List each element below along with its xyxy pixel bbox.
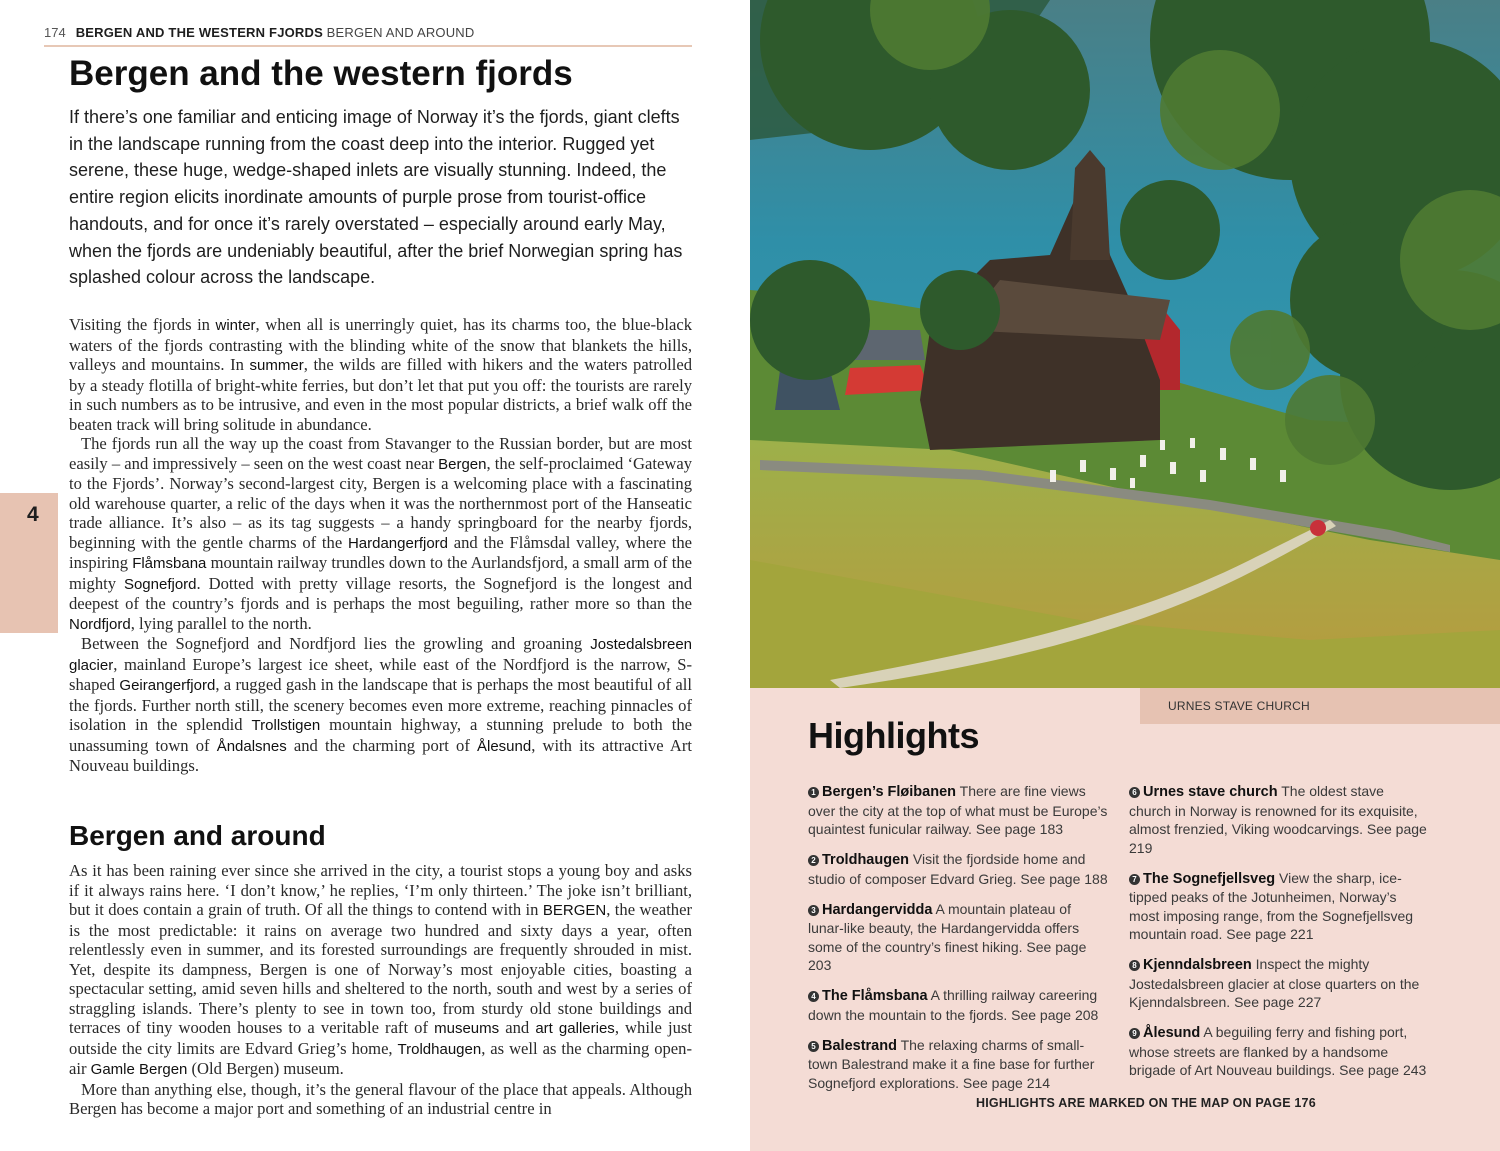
keyword: Ålesund — [476, 737, 532, 755]
highlight-item — [808, 850, 1108, 888]
highlight-name: Bergen’s Fløibanen — [822, 784, 957, 800]
highlight-text: Inspect the mighty Jostedalsbreen glacier at close quarters on the Kjenndalsbreen. See page 227 — [1129, 956, 1420, 1010]
highlight-name: Kjenndalsbreen — [1143, 957, 1252, 973]
highlight-item — [1129, 955, 1429, 1012]
section-title: BERGEN AND AROUND — [326, 25, 475, 40]
highlight-item — [1129, 782, 1429, 857]
keyword: BERGEN — [542, 902, 607, 919]
page-number: 174 — [44, 25, 66, 40]
keyword: Hardangerfjord — [347, 534, 448, 552]
keyword: Sognefjord — [123, 575, 197, 593]
highlight-item — [1129, 1023, 1429, 1080]
keyword: Troldhaugen — [397, 1040, 482, 1058]
number-badge: 7 — [1129, 874, 1140, 885]
highlight-text: The relaxing charms of small-town Balestrand make it a fine base for further Sognefjord explorations. See page 214 — [808, 1036, 1095, 1091]
number-badge: 1 — [808, 787, 819, 798]
number-badge: 6 — [1129, 787, 1140, 798]
highlight-name: Troldhaugen — [822, 852, 909, 868]
keyword: Åndalsnes — [216, 737, 287, 755]
keyword: Bergen — [438, 455, 487, 473]
chapter-tab — [0, 493, 58, 633]
highlight-text: There are fine views over the city at the top of what must be Europe’s quaintest funicular railway. See page 183 — [808, 783, 1108, 837]
highlight-text: A mountain plateau of lunar-like beauty, the Hardangervidda offers some of the country’s finest hiking. See page 203 — [808, 900, 1087, 973]
paragraph: The fjords run all the way up the coast from Stavanger to the Russian border, but are most easily – and impressively – seen on the west coast near Bergen, the self-proclaimed ‘Gateway to the Fjords’. Norway’s second-largest city, Bergen is a welcoming place with a fascinating old warehouse quarter, a relic of the days when it was the northernmost port of the Hanseatic trade alliance. It’s also – as its tag suggests – a handy springboard for the nearby fjords, beginning with the gentle charms of the Hardangerfjord and the Flåmsdal valley, where the inspiring Flåmsbana mountain railway trundles down to the Aurlandsfjord, a small arm of the mighty Sognefjord. Dotted with pretty village resorts, the Sognefjord is the longest and deepest of the country’s fjords and is perhaps the most beguiling, rather more so than the Nordfjord, lying parallel to the north. — [69, 434, 692, 633]
chapter-number: 4 — [27, 503, 39, 526]
highlights-column-right — [1129, 782, 1429, 1091]
paragraph: As it has been raining ever since she arrived in the city, a tourist stops a young boy and asks if it always rains here. ‘I don’t know,’ he replies, ‘I’m only thirteen.’ The joke isn’t brilliant, but it does contain a grain of truth. Of all the things to contend with in BERGEN, the weather is the most predictable: it rains on average two hundred and sixty days a year, often relentlessly even in summer, and its forested surroundings are frequently shrouded in mist. Yet, despite its dampness, Bergen is one of Norway’s most enjoyable cities, boasting a spectacular setting, amid seven hills and sheltered to the north, south and west by a series of straggling islands. There’s plenty to see in town too, from sturdy old stone buildings and terraces of tiny wooden houses to a veritable raft of museums and art galleries, while just outside the city limits are Edvard Grieg’s home, Troldhaugen, as well as the charming open-air Gamle Bergen (Old Bergen) museum. — [69, 861, 693, 1078]
running-head — [44, 25, 692, 47]
highlights-column-left — [808, 782, 1108, 1104]
highlight-item — [1129, 869, 1429, 944]
caption-text: URNES STAVE CHURCH — [1168, 699, 1310, 713]
keyword: Flåmsbana — [132, 555, 207, 572]
highlight-text: View the sharp, ice-tipped peaks of the Jotunheimen, Norway’s most imposing range, from the Sognefjellsveg mountain road. See page 221 — [1129, 869, 1414, 942]
church-photo — [750, 0, 1500, 688]
number-badge: 9 — [1129, 1028, 1140, 1039]
section-heading: Bergen and around — [69, 820, 326, 851]
photo-caption — [1140, 688, 1500, 724]
keyword: summer — [249, 357, 304, 374]
highlight-text: A thrilling railway careering down the mountain to the fjords. See page 208 — [808, 987, 1099, 1023]
keyword: art galleries — [535, 1020, 615, 1037]
highlight-text: Visit the fjordside home and studio of composer Edvard Grieg. See page 188 — [808, 851, 1108, 887]
highlight-name: Ålesund — [1143, 1025, 1201, 1041]
highlight-item — [808, 900, 1108, 975]
keyword: Geirangerfjord — [119, 677, 216, 694]
number-badge: 2 — [808, 855, 819, 866]
highlight-name: Urnes stave church — [1143, 784, 1278, 800]
keyword: Nordfjord — [69, 615, 131, 633]
keyword: Gamle Bergen — [90, 1061, 188, 1078]
keyword: winter — [215, 317, 256, 334]
number-badge: 8 — [1129, 960, 1140, 971]
highlight-text: A beguiling ferry and fishing port, whose streets are flanked by a handsome brigade of Art Nouveau buildings. See page 243 — [1129, 1024, 1427, 1078]
paragraph: More than anything else, though, it’s the general flavour of the place that appeals. Although Bergen has become a major port and something of an industrial centre in — [69, 1079, 692, 1118]
intro-paragraph: If there’s one familiar and enticing image of Norway it’s the fjords, giant clefts in the landscape running from the coast deep into the interior. Rugged yet serene, these huge, wedge-shaped inlets are visually stunning. Indeed, the entire region elicits inordinate amounts of purple prose from tourist-office handouts, and for once it’s rarely overstated – especially around early May, when the fjords are undeniably beautiful, after the brief Norwegian spring has splashed colour across the landscape. — [69, 107, 683, 288]
highlight-name: The Sognefjellsveg — [1143, 870, 1276, 887]
highlight-text: The oldest stave church in Norway is renowned for its exquisite, almost frenzied, Viking woodcarvings. See page 219 — [1129, 783, 1427, 856]
body-text-fjords — [69, 315, 692, 776]
number-badge: 3 — [808, 905, 819, 916]
highlights-footer: HIGHLIGHTS ARE MARKED ON THE MAP ON PAGE 176 — [976, 1096, 1316, 1110]
highlight-item — [808, 782, 1108, 839]
keyword: museums — [434, 1020, 500, 1037]
right-page — [750, 0, 1500, 1151]
highlight-item — [808, 1036, 1108, 1093]
highlight-name: The Flåmsbana — [822, 988, 928, 1004]
keyword: Trollstigen — [251, 717, 321, 734]
highlight-name: Balestrand — [822, 1037, 897, 1054]
photo-illustration — [750, 0, 1500, 688]
highlight-item — [808, 986, 1108, 1024]
highlights-title: Highlights — [808, 715, 979, 756]
paragraph: Visiting the fjords in winter, when all is unerringly quiet, has its charms too, the blue-black waters of the fjords contrasting with the blinding white of the snow that blankets the hills, valleys and mountains. In summer, the wilds are filled with hikers and the waters patrolled by a steady flotilla of bright-white ferries, but don’t let that put you off: the tourists are rarely in such numbers as to be intrusive, and even in the most popular districts, a brief walk off the beaten track will bring solitude in abundance. — [69, 315, 692, 434]
number-badge: 4 — [808, 991, 819, 1002]
page-title: Bergen and the western fjords — [69, 54, 573, 93]
chapter-title: BERGEN AND THE WESTERN FJORDS — [75, 25, 323, 40]
highlight-name: Hardangervidda — [822, 901, 933, 918]
keyword: Jostedalsbreen glacier — [69, 636, 692, 674]
number-badge: 5 — [808, 1041, 819, 1052]
paragraph: Between the Sognefjord and Nordfjord lies the growling and groaning Jostedalsbreen glacier, mainland Europe’s largest ice sheet, while east of the Nordfjord is the narrow, S-shaped Geirangerfjord, a rugged gash in the landscape that is perhaps the most beautiful of all the fjords. Further north still, the scenery becomes even more extreme, reaching pinnacles of isolation in the splendid Trollstigen mountain highway, a stunning prelude to both the unassuming town of Åndalsnes and the charming port of Ålesund, with its attractive Art Nouveau buildings. — [69, 634, 693, 775]
body-text-bergen — [69, 861, 692, 1119]
